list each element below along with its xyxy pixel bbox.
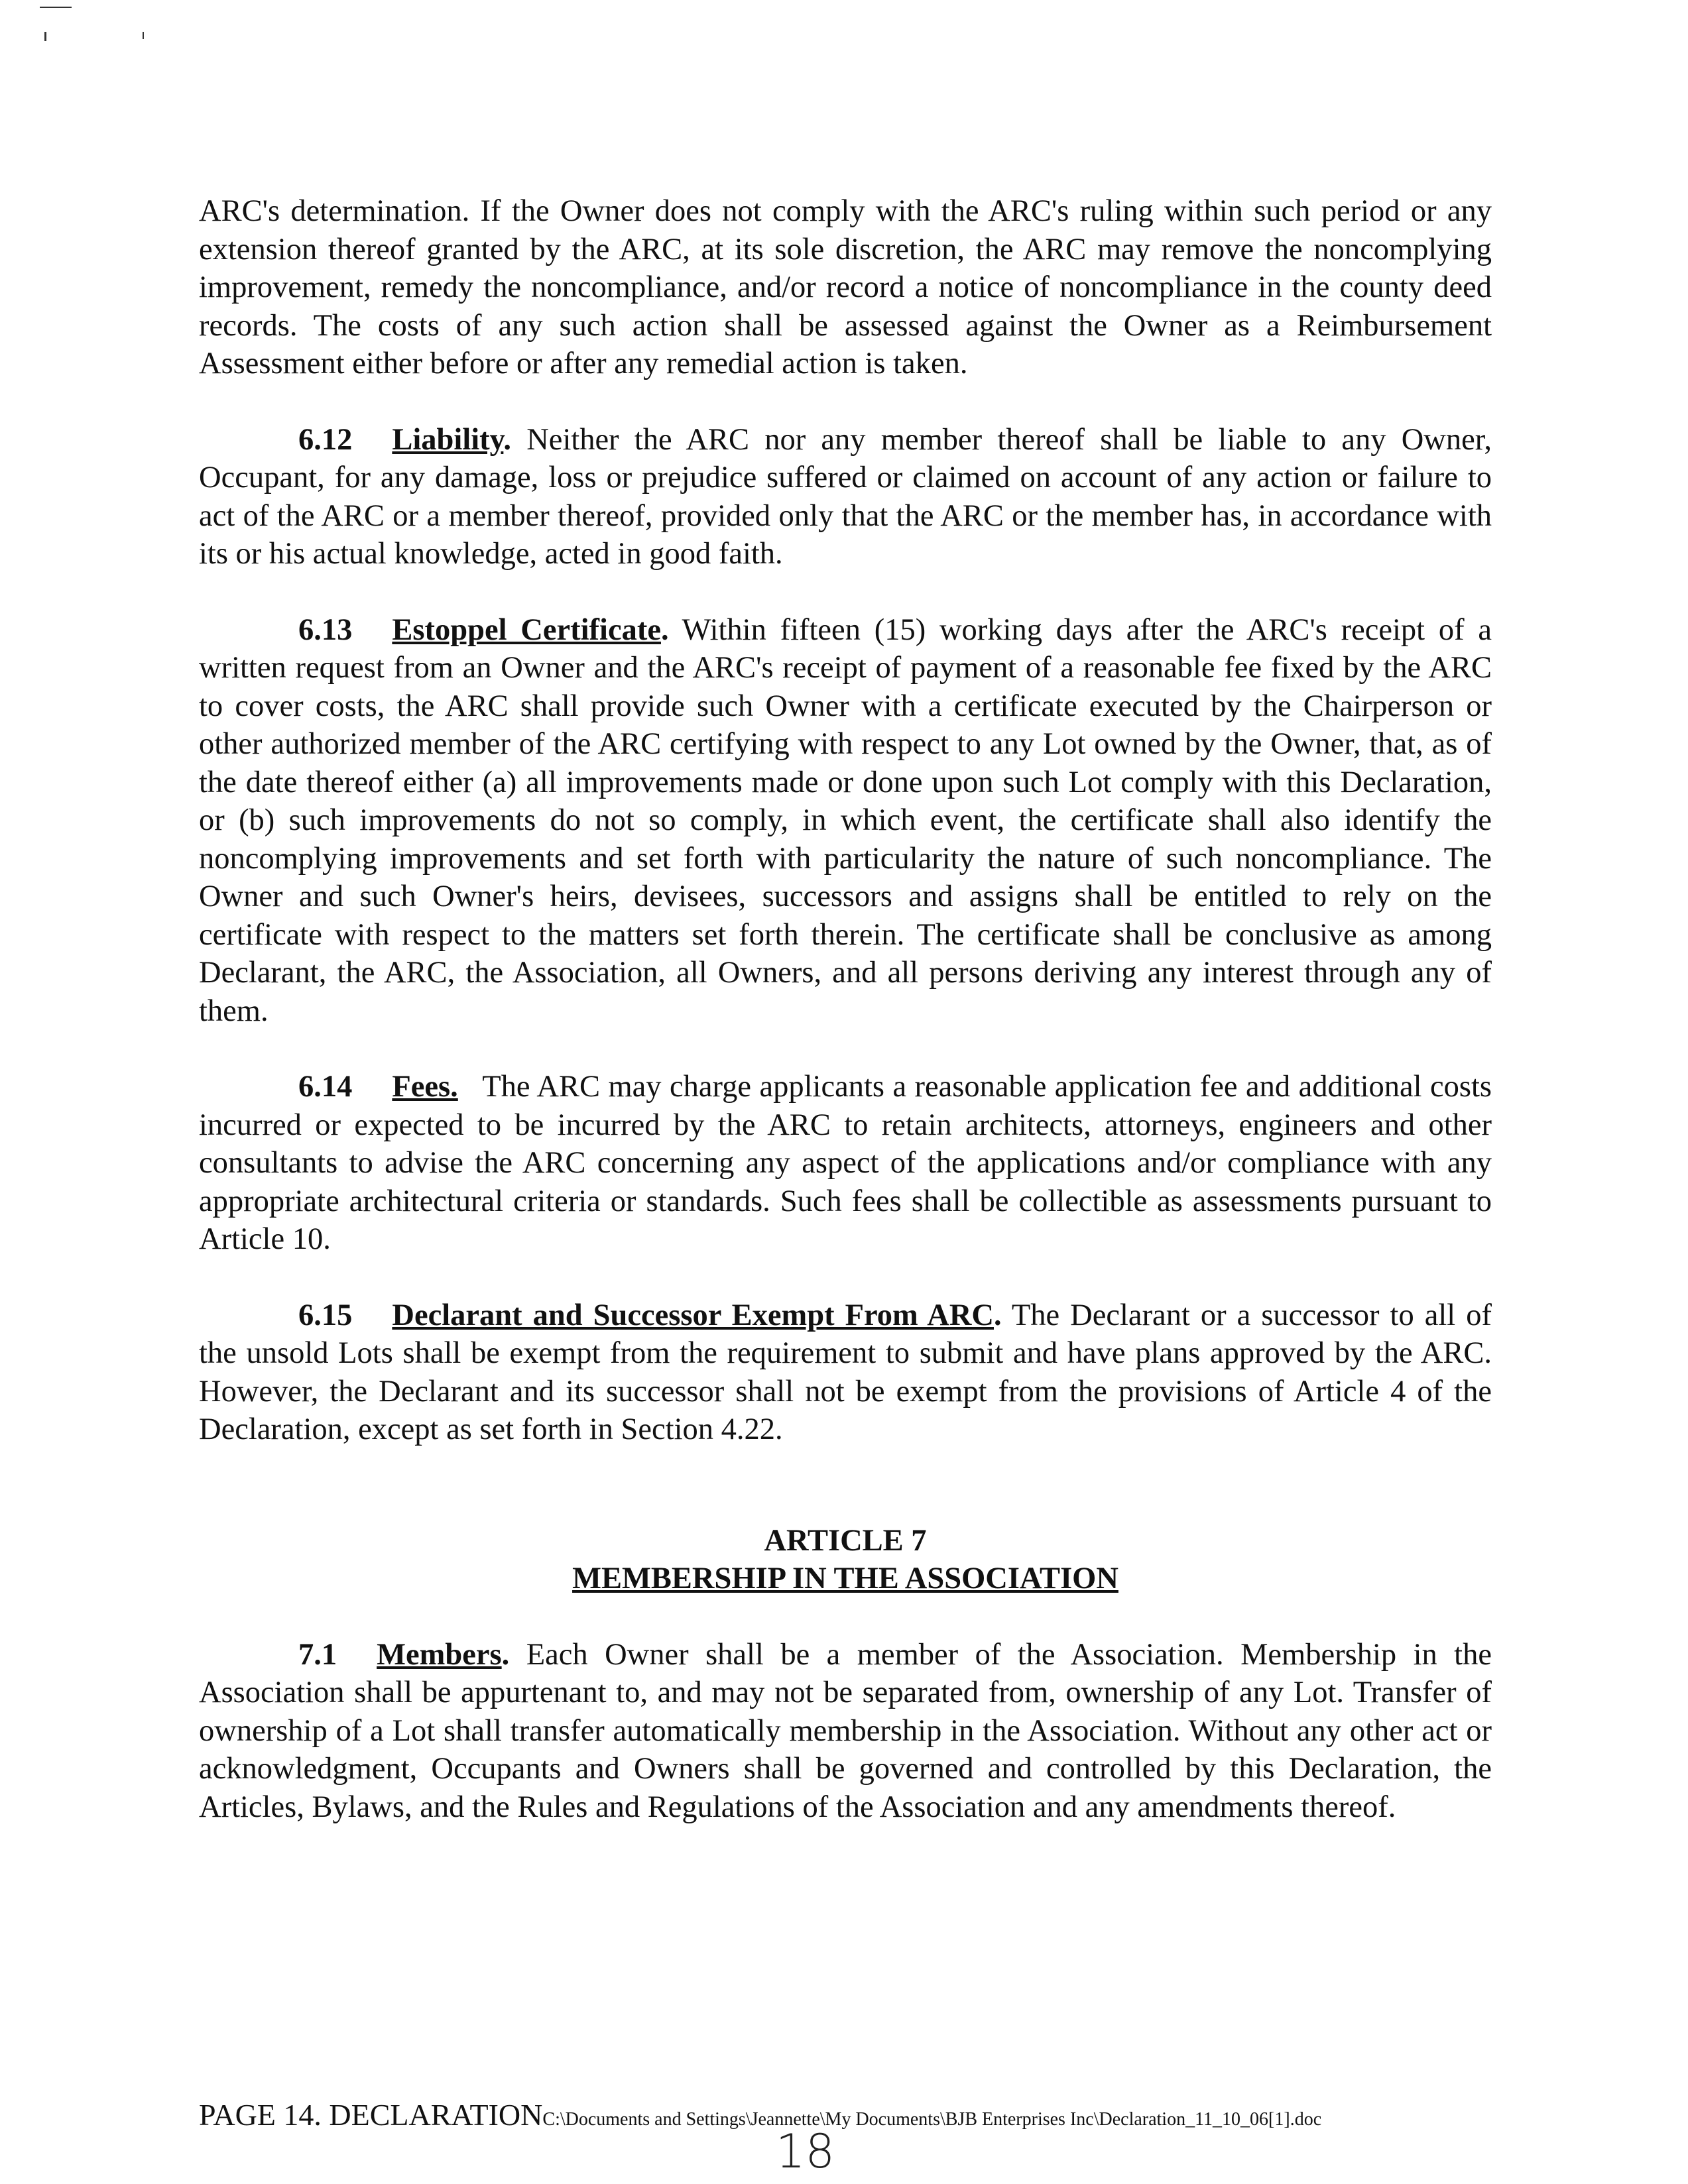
section-6-15: 6.15 Declarant and Successor Exempt From ARC. The Declarant or a successor to all of the unsold Lots shall be exempt from the requirement to submit and have plans approved by the ARC. However, the Declarant and its successor shall not be exempt from the provisions of Article 4 of the Declaration, except as set forth in Section 4.22. bbox=[199, 1296, 1492, 1449]
footer-page-label: PAGE 14. DECLARATION bbox=[199, 2098, 543, 2132]
paragraph-continuation: ARC's determination. If the Owner does not comply with the ARC's ruling within such period or any extension thereof granted by the ARC, at its sole discretion, the ARC may remove the noncomplying improvement, remedy the noncompliance, and/or record a notice of noncompliance in the county deed records. The costs of any such action shall be assessed against the Owner as a Reimbursement Assessment either before or after any remedial action is taken. bbox=[199, 194, 1492, 380]
section-text: Neither the ARC nor any member thereof shall be liable to any Owner, Occupant, for any damage, loss or prejudice suffered or claimed on account of any action or failure to act of the ARC or a member thereof, provided only that the ARC or the member has, in accordance with its or his actual knowledge, acted in good faith. bbox=[199, 422, 1492, 571]
section-6-13: 6.13 Estoppel Certificate. Within fifteen (15) working days after the ARC's receipt of a written request from an Owner and the ARC's receipt of payment of a reasonable fee fixed by the ARC to cover costs, the ARC shall provide such Owner with a certificate executed by the Chairperson or other authorized member of the ARC certifying with respect to any Lot owned by the Owner, that, as of the date thereof either (a) all improvements made or done upon such Lot comply with this Declaration, or (b) such improvements do not so comply, in which event, the certificate shall also identify the noncomplying improvements and set forth with particularity the nature of such noncompliance. The Owner and such Owner's heirs, devisees, successors and assigns shall be entitled to rely on the certificate with respect to the matters set forth therein. The certificate shall be conclusive as among Declarant, the ARC, the Association, all Owners, and all persons deriving any interest through any of them. bbox=[199, 611, 1492, 1031]
footer-file-path: C:\Documents and Settings\Jeannette\My Documents\BJB Enterprises Inc\Declaration_11_10_06[1].doc bbox=[542, 2109, 1322, 2130]
section-title: Fees. bbox=[392, 1070, 458, 1104]
section-7-1: 7.1 Members. Each Owner shall be a member of the Association. Membership in the Association shall be appurtenant to, and may not be separated from, ownership of any Lot. Transfer of ownership of a Lot shall transfer automatically membership in the Association. Without any other act or acknowledgment, Occupants and Owners shall be governed and controlled by this Declaration, the Articles, Bylaws, and the Rules and Regulations of the Association and any amendments thereof. bbox=[199, 1636, 1492, 1827]
section-number: 6.15 bbox=[298, 1298, 353, 1332]
page-footer bbox=[199, 2097, 1321, 2138]
section-number: 6.12 bbox=[298, 422, 353, 457]
scan-mark bbox=[44, 32, 46, 41]
section-number: 6.13 bbox=[298, 612, 353, 647]
section-number: 7.1 bbox=[298, 1637, 337, 1672]
article-label: ARTICLE 7 bbox=[764, 1523, 927, 1558]
section-text: Within fifteen (15) working days after the ARC's receipt of a written request from an Owner and the ARC's receipt of payment of a reasonable fee fixed by the ARC to cover costs, the ARC shall provide such Owner with a certificate executed by the Chairperson or other authorized member of the ARC certifying with respect to any Lot owned by the Owner, that, as of the date thereof either (a) all improvements made or done upon such Lot comply with this Declaration, or (b) such improvements do not so comply, in which event, the certificate shall also identify the noncomplying improvements and set forth with particularity the nature of such noncompliance. The Owner and such Owner's heirs, devisees, successors and assigns shall be entitled to rely on the certificate with respect to the matters set forth therein. The certificate shall be conclusive as among Declarant, the ARC, the Association, all Owners, and all persons deriving any interest through any of them. bbox=[199, 612, 1492, 1028]
section-6-12: 6.12 Liability. Neither the ARC nor any member thereof shall be liable to any Owner, Occupant, for any damage, loss or prejudice suffered or claimed on account of any action or failure to act of the ARC or a member thereof, provided only that the ARC or the member has, in accordance with its or his actual knowledge, acted in good faith. bbox=[199, 421, 1492, 573]
article-title: MEMBERSHIP IN THE ASSOCIATION bbox=[572, 1562, 1118, 1595]
section-title: Liability bbox=[392, 422, 504, 457]
article-heading bbox=[199, 1522, 1492, 1598]
section-text: Each Owner shall be a member of the Association. Membership in the Association shall be appurtenant to, and may not be separated from, ownership of any Lot. Transfer of ownership of a Lot shall transfer automatically membership in the Association. Without any other act or acknowledgment, Occupants and Owners shall be governed and controlled by this Declaration, the Articles, Bylaws, and the Rules and Regulations of the Association and any amendments thereof. bbox=[199, 1637, 1492, 1824]
section-text: The ARC may charge applicants a reasonable application fee and additional costs incurred or expected to be incurred by the ARC to retain architects, attorneys, engineers and other consultants to advise the ARC concerning any aspect of the applications and/or compliance with any appropriate architectural criteria or standards. Such fees shall be collectible as assessments pursuant to Article 10. bbox=[199, 1070, 1492, 1256]
section-title: Estoppel Certificate bbox=[392, 612, 661, 647]
section-text: The Declarant or a successor to all of the unsold Lots shall be exempt from the requirement to submit and have plans approved by the ARC. However, the Declarant and its successor shall not be exempt from the provisions of Article 4 of the Declaration, except as set forth in Section 4.22. bbox=[199, 1298, 1492, 1446]
document-body bbox=[199, 192, 1492, 1864]
scan-mark bbox=[40, 7, 72, 8]
section-6-14 bbox=[199, 1068, 1492, 1259]
scan-mark bbox=[143, 32, 144, 39]
section-title: Members bbox=[377, 1637, 502, 1672]
section-number: 6.14 bbox=[298, 1070, 353, 1104]
section-title: Declarant and Successor Exempt From ARC bbox=[392, 1298, 994, 1332]
handwritten-page-number: 18 bbox=[776, 2124, 835, 2179]
